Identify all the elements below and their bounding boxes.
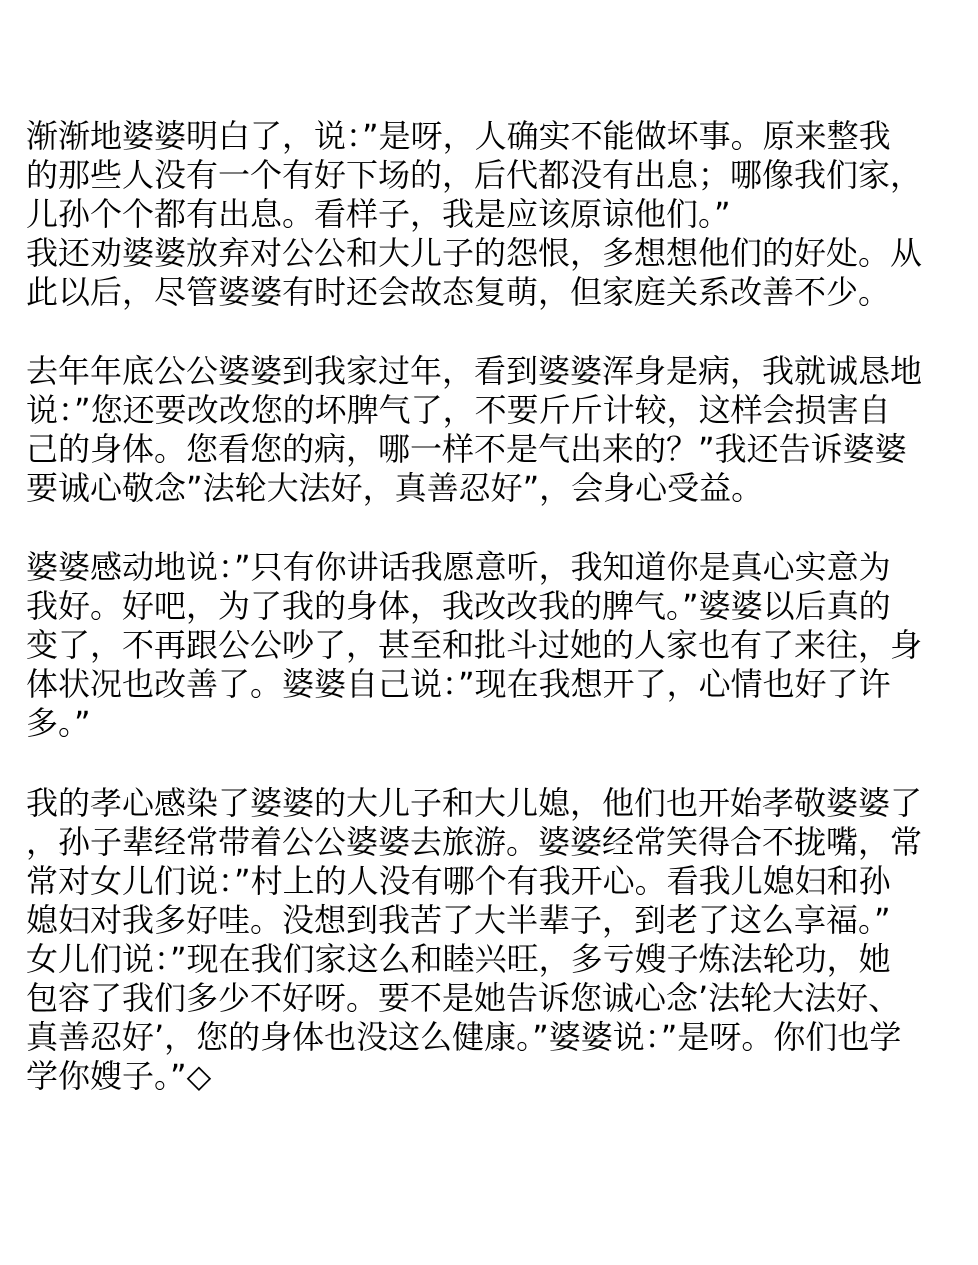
text-line: 媳妇对我多好哇。没想到我苦了大半辈子，到老了这么享福。”: [26, 901, 891, 939]
text-line: 我好。好吧，为了我的身体，我改改我的脾气。”婆婆以后真的: [26, 587, 891, 625]
text-line: 女儿们说：”现在我们家这么和睦兴旺，多亏嫂子炼法轮功，她: [26, 940, 891, 978]
text-line: 婆婆感动地说：”只有你讲话我愿意听，我知道你是真心实意为: [26, 548, 891, 586]
text-line: 去年年底公公婆婆到我家过年，看到婆婆浑身是病，我就诚恳地: [26, 352, 923, 390]
text-line: 包容了我们多少不好呀。要不是她告诉您诚心念’法轮大法好、: [26, 979, 901, 1017]
text-line: 体状况也改善了。婆婆自己说：”现在我想开了，心情也好了许: [26, 665, 891, 703]
text-line: 儿孙个个都有出息。看样子，我是应该原谅他们。”: [26, 195, 731, 233]
text-line: 真善忍好’，您的身体也没这么健康。”婆婆说：”是呀。你们也学: [26, 1018, 902, 1056]
paragraph-3: [26, 548, 956, 743]
text-line: 常对女儿们说：”村上的人没有哪个有我开心。看我儿媳妇和孙: [26, 862, 891, 900]
text-line: ，孙子辈经常带着公公婆婆去旅游。婆婆经常笑得合不拢嘴，常: [26, 823, 923, 861]
text-line: 要诚心敬念”法轮大法好，真善忍好”，会身心受益。: [26, 469, 764, 507]
text-line: 说：”您还要改改您的坏脾气了，不要斤斤计较，这样会损害自: [26, 391, 891, 429]
paragraph-2: [26, 352, 956, 508]
text-line: 多。”: [26, 704, 91, 742]
text-line: 此以后，尽管婆婆有时还会故态复萌，但家庭关系改善不少。: [26, 273, 891, 311]
text-line: 变了，不再跟公公吵了，甚至和批斗过她的人家也有了来往，身: [26, 626, 923, 664]
text-line: 学你嫂子。”◇: [26, 1057, 212, 1095]
text-line: 己的身体。您看您的病，哪一样不是气出来的？”我还告诉婆婆: [26, 430, 907, 468]
text-line: 我还劝婆婆放弃对公公和大儿子的怨恨，多想想他们的好处。从: [26, 234, 923, 272]
text-line: 渐渐地婆婆明白了，说：”是呀，人确实不能做坏事。原来整我: [26, 117, 891, 155]
text-line: 的那些人没有一个有好下场的，后代都没有出息；哪像我们家，: [26, 156, 923, 194]
text-line: 我的孝心感染了婆婆的大儿子和大儿媳，他们也开始孝敬婆婆了: [26, 784, 923, 822]
paragraph-1: [26, 117, 956, 312]
paragraph-4: [26, 784, 956, 1096]
